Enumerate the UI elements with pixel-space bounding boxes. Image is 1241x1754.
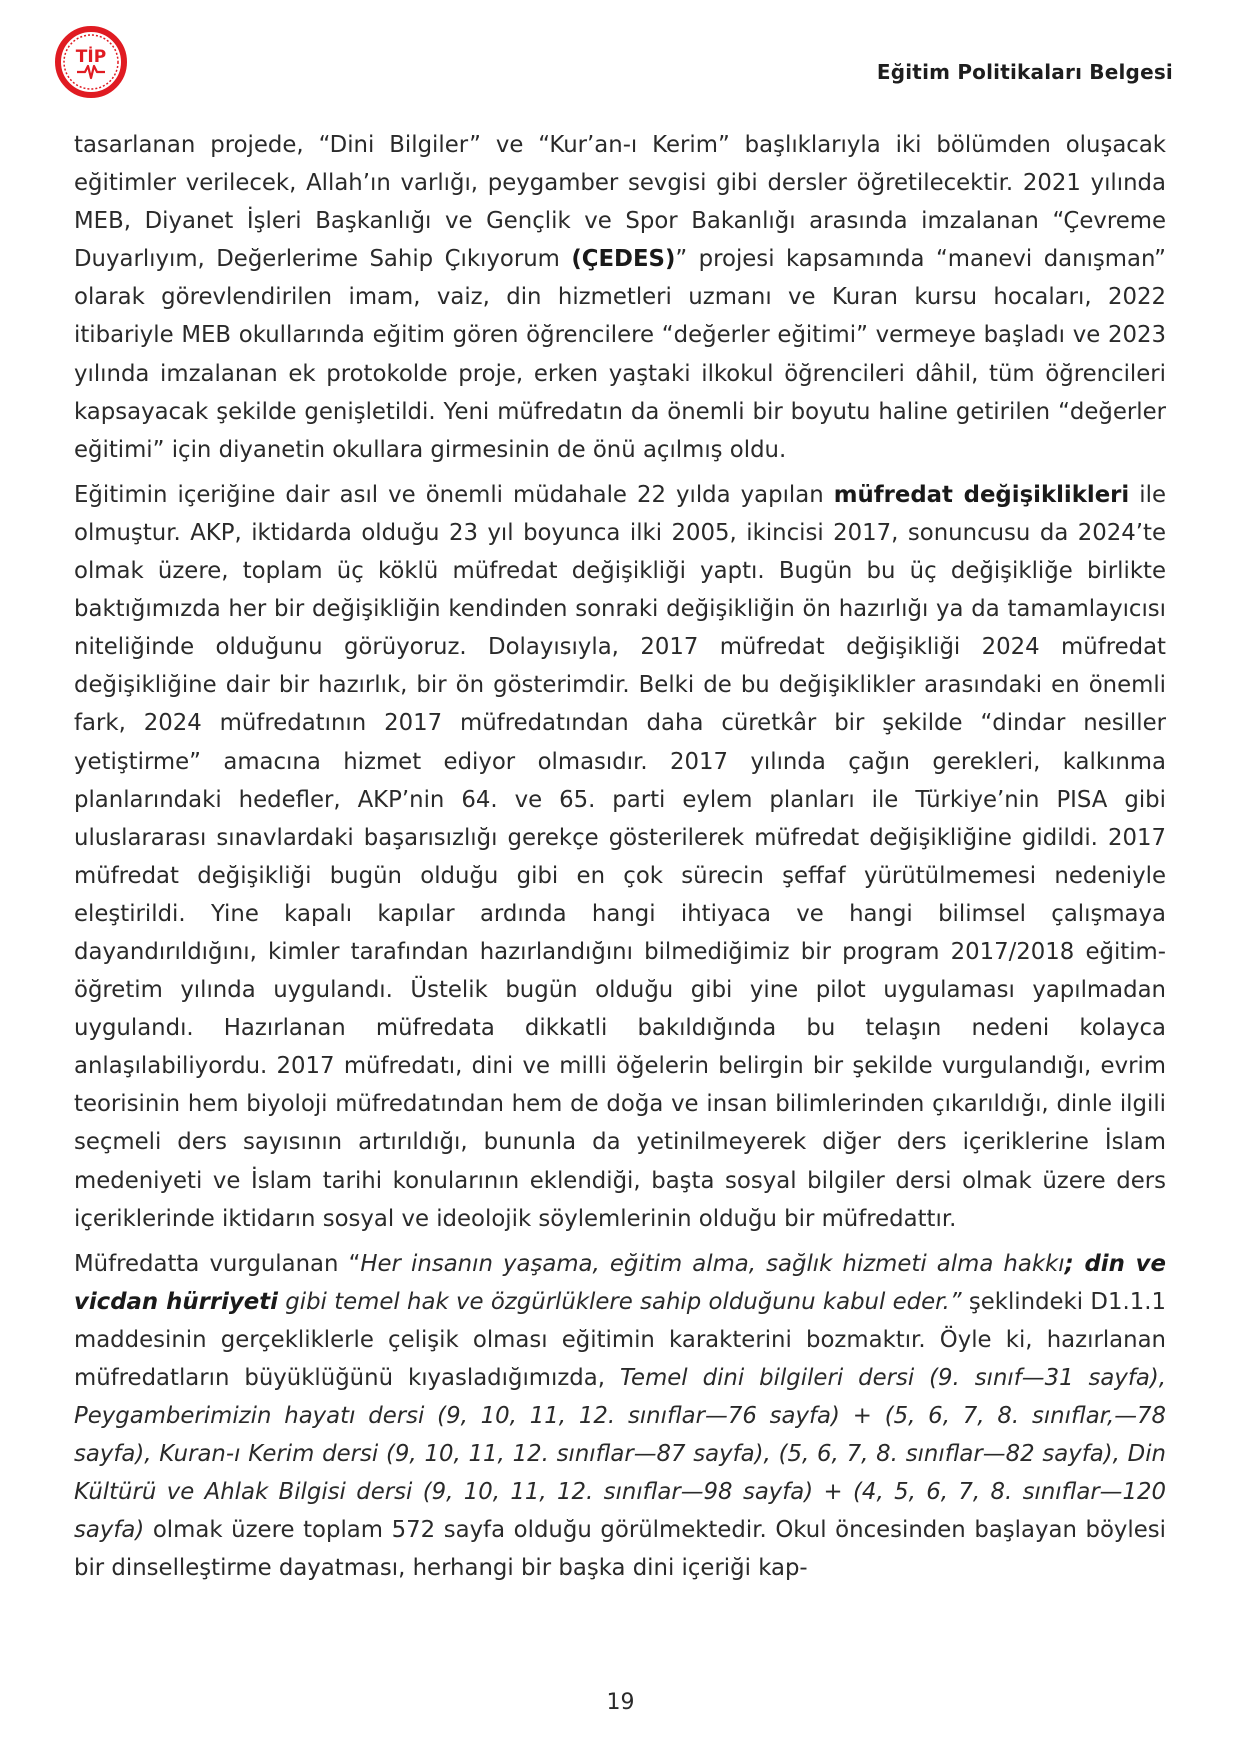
document-body: [74, 126, 1166, 1595]
tip-logo: [55, 26, 127, 98]
paragraph-3: Müfredatta vurgulanan “Her insanın yaşama, eğitim alma, sağlık hizmeti alma hakkı; din ve vicdan hürriyeti gibi temel hak ve özgürlüklere sahip olduğunu kabul eder.” şeklindeki D1.1.1 maddesinin gerçekliklerle çelişik olması eğitimin karakterini bozmaktır. Öyle ki, hazırlanan müfredatların büyüklüğünü kıyasladığımızda, Temel dini bilgileri dersi (9. sınıf—31 sayfa), Peygamberimizin hayatı dersi (9, 10, 11, 12. sınıflar—76 sayfa) + (5, 6, 7, 8. sınıflar,—78 sayfa), Kuran-ı Kerim dersi (9, 10, 11, 12. sınıflar—87 sayfa), (5, 6, 7, 8. sınıflar—82 sayfa), Din Kültürü ve Ahlak Bilgisi dersi (9, 10, 11, 12. sınıflar—98 sayfa) + (4, 5, 6, 7, 8. sınıflar—120 sayfa) olmak üzere toplam 572 sayfa olduğu görülmektedir. Okul öncesinden başlayan böylesi bir dinselleştirme dayatması, herhangi bir başka dini içeriği kap-: [74, 1250, 1167, 1582]
page-number: 19: [606, 1690, 635, 1715]
document-title: Eğitim Politikaları Belgesi: [876, 60, 1173, 84]
paragraph-1: tasarlanan projede, “Dini Bilgiler” ve “Kur’an-ı Kerim” başlıklarıyla iki bölümden oluşacak eğitimler verilecek, Allah’ın varlığı, peygamber sevgisi gibi dersler öğretilecektir. 2021 yılında MEB, Diyanet İşleri Başkanlığı ve Gençlik ve Spor Bakanlığı arasında imzalanan “Çevreme Duyarlıyım, Değerlerime Sahip Çıkıyorum (ÇEDES)” projesi kapsamında “manevi danışman” olarak görevlendirilen imam, vaiz, din hizmetleri uzmanı ve Kuran kursu hocaları, 2022 itibariyle MEB okullarında eğitim gören öğrencilere “değerler eğitimi” vermeye başladı ve 2023 yılında imzalanan ek protokolde proje, erken yaştaki ilkokul öğrencileri dâhil, tüm öğrencileri kapsayacak şekilde genişletildi. Yeni müfredatın da önemli bir boyutu haline getirilen “değerler eğitimi” için diyanetin okullara girmesinin de önü açılmış oldu.: [74, 132, 1166, 463]
logo-text: TİP: [75, 47, 107, 67]
paragraph-2: Eğitimin içeriğine dair asıl ve önemli müdahale 22 yılda yapılan müfredat değişiklikleri ile olmuştur. AKP, iktidarda olduğu 23 yıl boyunca ilki 2005, ikincisi 2017, sonuncusu da 2024’te olmak üzere, toplam üç köklü müfredat değişikliği yaptı. Bugün bu üç değişikliğe birlikte baktığımızda her bir değişikliğin kendinden sonraki değişikliğin ön hazırlığı ya da tamamlayıcısı niteliğinde olduğunu görüyoruz. Dolayısıyla, 2017 müfredat değişikliği 2024 müfredat değişikliğine dair bir hazırlık, bir ön gösterimdir. Belki de bu değişiklikler arasındaki en önemli fark, 2024 müfredatının 2017 müfredatından daha cüretkâr bir şekilde “dindar nesiller yetiştirme” amacına hizmet ediyor olmasıdır. 2017 yılında çağın gerekleri, kalkınma planlarındaki hedefler, AKP’nin 64. ve 65. parti eylem planları ile Türkiye’nin PISA gibi uluslararası sınavlardaki başarısızlığı gerekçe gösterilerek müfredat değişikliğine gidildi. 2017 müfredat değişikliği bugün olduğu gibi en çok sürecin şeffaf yürütülmemesi nedeniyle eleştirildi. Yine kapalı kapılar ardında hangi ihtiyaca ve hangi bilimsel çalışmaya dayandırıldığını, kimler tarafından hazırlandığını bilmediğimiz bir program 2017/2018 eğitim-öğretim yılında uygulandı. Üstelik bugün olduğu gibi yine pilot uygulaması yapılmadan uygulandı. Hazırlanan müfredata dikkatli bakıldığında bu telaşın nedeni kolayca anlaşılabiliyordu. 2017 müfredatı, dini ve milli öğelerin belirgin bir şekilde vurgulandığı, evrim teorisinin hem biyoloji müfredatından hem de doğa ve insan bilimlerinden çıkarıldığı, dinle ilgili seçmeli ders sayısının artırıldığı, bununla da yetinilmeyerek diğer ders içeriklerine İslam medeniyeti ve İslam tarihi konularının eklendiği, başta sosyal bilgiler dersi olmak üzere ders içeriklerinde iktidarın sosyal ve ideolojik söylemlerinin olduğu bir müfredattır.: [74, 481, 1166, 1232]
